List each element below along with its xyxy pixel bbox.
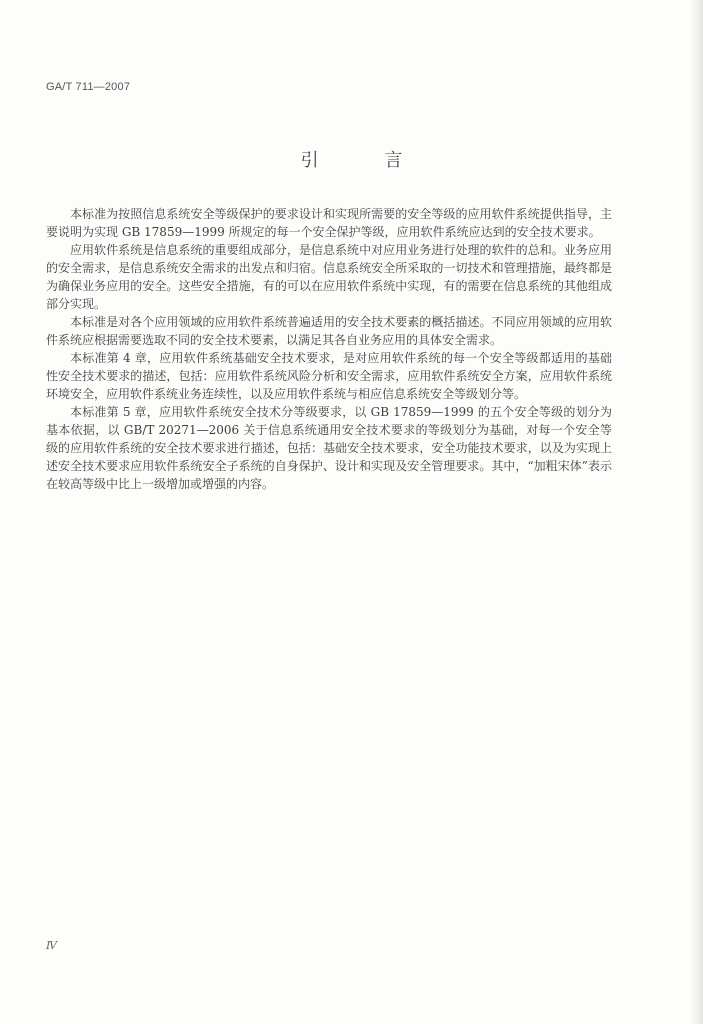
standard-code: GA/T 711—2007 <box>46 81 131 93</box>
paragraph: 应用软件系统是信息系统的重要组成部分，是信息系统中对应用业务进行处理的软件的总和。业务应用的安全需求，是信息系统安全需求的出发点和归宿。信息系统安全所采取的一切技术和管理措施，最终都是为确保业务应用的安全。这些安全措施，有的可以在应用软件系统中实现，有的需要在信息系统的其他组成部分实现。 <box>46 243 612 311</box>
section-heading: 引 言 <box>300 150 433 171</box>
paragraph: 本标准第 4 章，应用软件系统基础安全技术要求，是对应用软件系统的每一个安全等级都适用的基础性安全技术要求的描述，包括：应用软件系统风险分析和安全需求，应用软件系统安全方案，应用软件系统环境安全，应用软件系统业务连续性，以及应用软件系统与相应信息系统安全等级划分等。 <box>46 351 612 401</box>
page-number: Ⅳ <box>46 939 57 952</box>
paragraph: 本标准第 5 章，应用软件系统安全技术分等级要求，以 GB 17859—1999 的五个安全等级的划分为基本依据，以 GB/T 20271—2006 关于信息系统通用安全技术要求的等级划分为基础，对每一个安全等级的应用软件系统的安全技术要求进行描述，包括：基础安全技术要求，安全功能技术要求，以及为实现上述安全技术要求应用软件系统安全子系统的自身保护、设计和实现及安全管理要求。其中，“加粗宋体”表示在较高等级中比上一级增加或增强的内容。 <box>46 405 612 491</box>
introduction-body <box>46 205 612 493</box>
paragraph: 本标准是对各个应用领域的应用软件系统普遍适用的安全技术要素的概括描述。不同应用领域的应用软件系统应根据需要选取不同的安全技术要素，以满足其各自业务应用的具体安全需求。 <box>46 315 612 347</box>
paragraph: 本标准为按照信息系统安全等级保护的要求设计和实现所需要的安全等级的应用软件系统提供指导，主要说明为实现 GB 17859—1999 所规定的每一个安全保护等级，应用软件系统应达到的安全技术要求。 <box>46 207 612 239</box>
